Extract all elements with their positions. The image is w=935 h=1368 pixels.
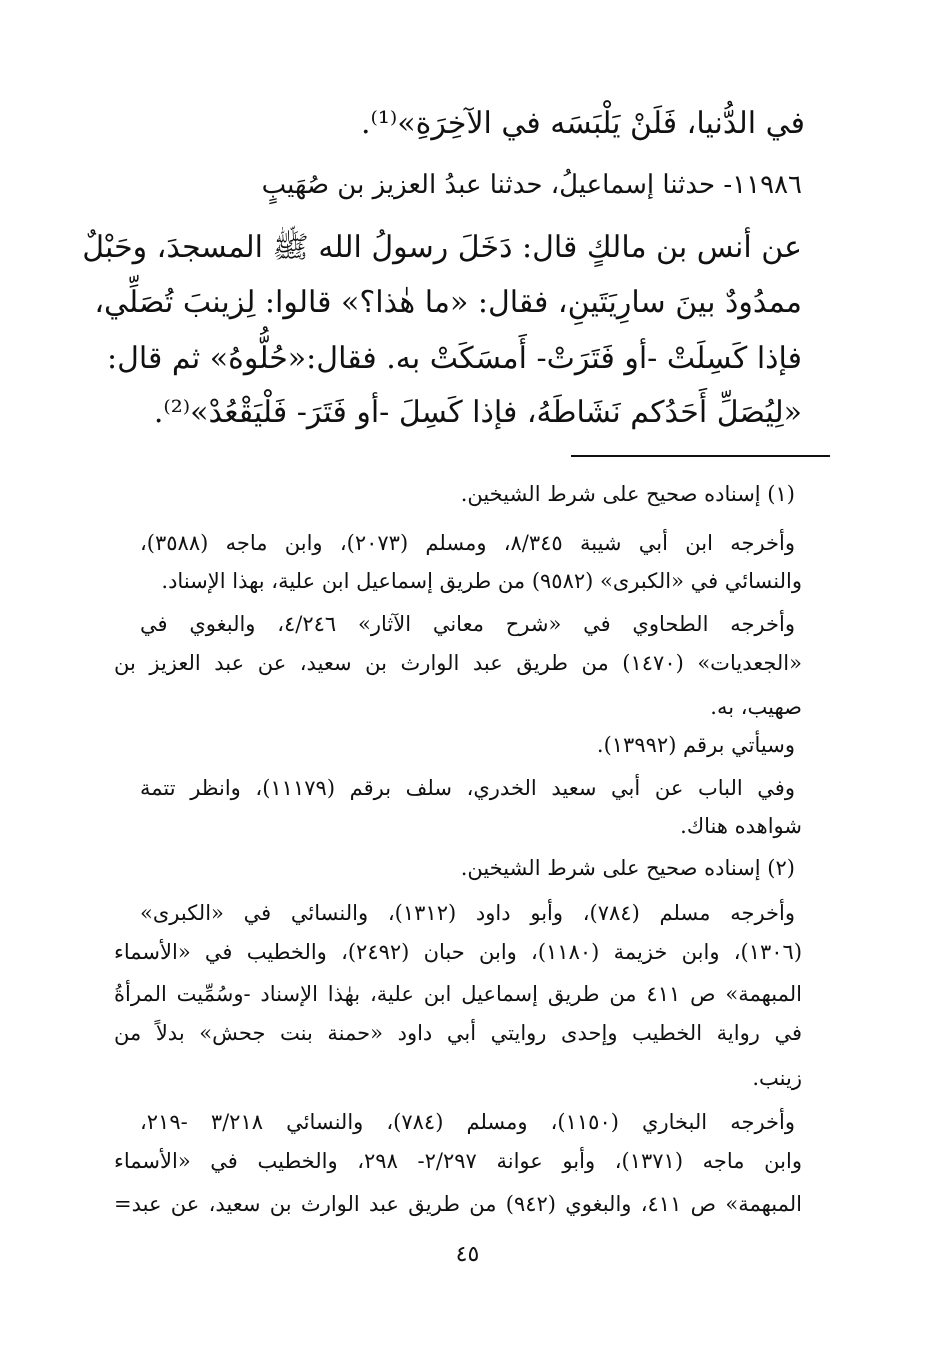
footnote-line: وأخرجه ابن أبي شيبة ٨/٣٤٥، ومسلم (٢٠٧٣)، وابن ماجه (٣٥٨٨)، bbox=[140, 531, 795, 555]
hadith-paragraph-line-2: ممدُودٌ بينَ سارِيَتَينِ، فقال: «ما هٰذا؟» قالوا: لِزينبَ تُصَلِّي، bbox=[94, 285, 802, 320]
footnote-line: (١) إسناده صحيح على شرط الشيخين. bbox=[460, 482, 795, 506]
footnote-line: وأخرجه البخاري (١١٥٠)، ومسلم (٧٨٤)، والنسائي ٣/٢١٨ -٢١٩، bbox=[140, 1110, 795, 1134]
footnote-divider bbox=[571, 455, 830, 457]
footnote-line: في رواية الخطيب وإحدى روايتي أبي داود «حمنة بنت جحش» بدلاً من bbox=[114, 1021, 802, 1045]
main-text-line-1: في الدُّنيا، فَلَنْ يَلْبَسَه في الآخِرَةِ»⁽¹⁾. bbox=[360, 106, 805, 141]
hadith-paragraph-line-1: عن أنس بن مالكٍ قال: دَخَلَ رسولُ الله ﷺ المسجدَ، وحَبْلٌ bbox=[82, 230, 802, 265]
footnote-line: وأخرجه مسلم (٧٨٤)، وأبو داود (١٣١٢)، والنسائي في «الكبرى» bbox=[140, 901, 795, 925]
hadith-paragraph-line-3: فإذا كَسِلَتْ -أو فَتَرَتْ- أَمسَكَتْ به. فقال:«حُلُّوهُ» ثم قال: bbox=[106, 341, 802, 376]
footnote-line: وابن ماجه (١٣٧١)، وأبو عوانة ٢/٢٩٧- ٢٩٨، والخطيب في «الأسماء bbox=[114, 1149, 802, 1173]
footnote-line: «الجعديات» (١٤٧٠) من طريق عبد الوارث بن سعيد، عن عبد العزيز بن bbox=[114, 651, 802, 675]
footnote-line: وأخرجه الطحاوي في «شرح معاني الآثار» ٤/٢٤٦، والبغوي في bbox=[140, 612, 795, 636]
footnote-line: شواهده هناك. bbox=[680, 814, 802, 838]
footnote-line: المبهمة» ص ٤١١ من طريق إسماعيل ابن علية، بهٰذا الإسناد -وسُمِّيت المرأةُ bbox=[114, 982, 802, 1006]
footnote-line: صهيب، به. bbox=[710, 695, 802, 719]
footnote-line: وفي الباب عن أبي سعيد الخدري، سلف برقم (١١١٧٩)، وانظر تتمة bbox=[140, 776, 795, 800]
footnote-line: المبهمة» ص ٤١١، والبغوي (٩٤٢) من طريق عبد الوارث بن سعيد، عن عبد= bbox=[114, 1192, 802, 1216]
footnote-line: وسيأتي برقم (١٣٩٩٢). bbox=[596, 733, 795, 757]
footnote-line: (٢) إسناده صحيح على شرط الشيخين. bbox=[460, 856, 795, 880]
footnote-line: والنسائي في «الكبرى» (٩٥٨٢) من طريق إسماعيل ابن علية، بهذا الإسناد. bbox=[161, 569, 802, 593]
hadith-paragraph-line-4: «لِيُصَلِّ أَحَدُكم نَشَاطَهُ، فإذا كَسِلَ -أو فَتَرَ- فَلْيَقْعُدْ»⁽²⁾. bbox=[153, 395, 802, 430]
footnote-line: زينب. bbox=[752, 1066, 802, 1090]
page-number: ٤٥ bbox=[455, 1242, 480, 1267]
hadith-number-line: ١١٩٨٦- حدثنا إسماعيلُ، حدثنا عبدُ العزيز بن صُهَيبٍ bbox=[261, 170, 802, 200]
footnote-line: (١٣٠٦)، وابن خزيمة (١١٨٠)، وابن حبان (٢٤٩٢)، والخطيب في «الأسماء bbox=[114, 940, 803, 964]
